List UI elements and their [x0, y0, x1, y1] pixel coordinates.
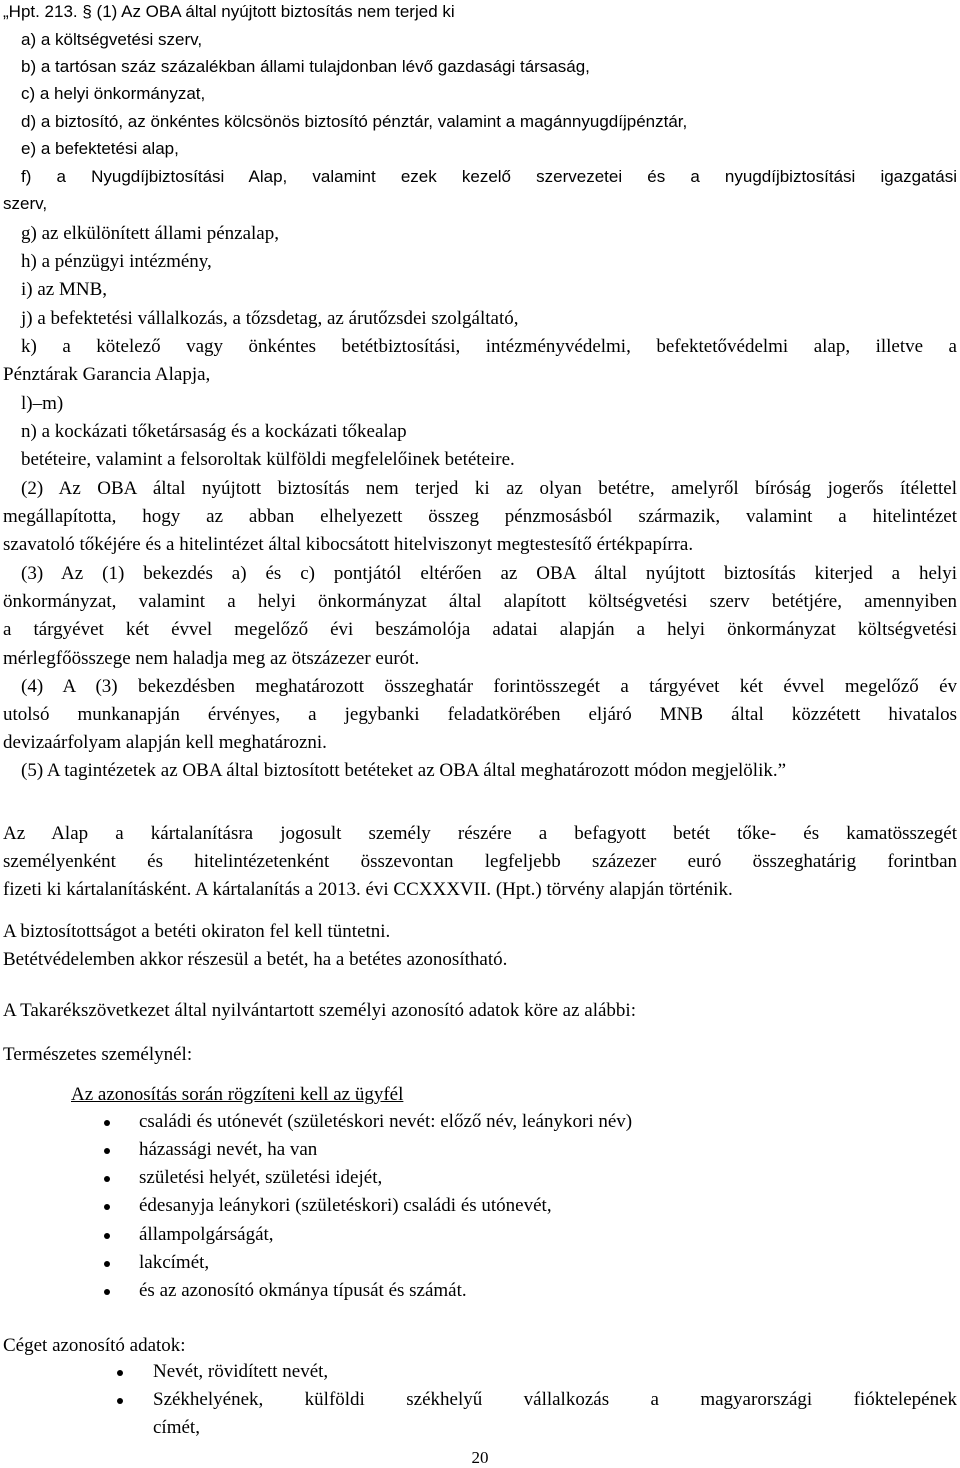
list-item-lm: l)–m): [21, 393, 64, 414]
para4-line1: (4) A (3) bekezdésben meghatározott összeghatár forintösszegét a tárgyévet két évvel megelőző év: [21, 676, 957, 697]
company-bullet-2-line2: címét,: [153, 1417, 200, 1438]
azonosithato-text: Betétvédelemben akkor részesül a betét, ha a betétes azonosítható.: [3, 949, 508, 970]
bullet-dot: [104, 1148, 110, 1154]
personal-bullet-3: születési helyét, születési idejét,: [139, 1167, 383, 1188]
company-bullet-2-line1: Székhelyének, külföldi székhelyű vállalkozás a magyarországi fióktelepének: [153, 1389, 957, 1410]
list-item-b: b) a tartósan száz százalékban állami tulajdonban lévő gazdasági társaság,: [21, 57, 590, 76]
personal-bullet-2: házassági nevét, ha van: [139, 1139, 318, 1160]
list-item-k-line2: Pénztárak Garancia Alapja,: [3, 364, 211, 385]
list-item-f-line2: szerv,: [3, 194, 48, 213]
para4-line3: devizaárfolyam alapján kell meghatározni.: [3, 732, 327, 753]
page-number: 20: [471, 1448, 489, 1467]
list-item-f-line1: f) a Nyugdíjbiztosítási Alap, valamint ezek kezelő szervezetei és a nyugdíjbiztosítási igazgatási: [21, 167, 957, 186]
termeszetes-heading: Természetes személynél:: [3, 1044, 193, 1065]
para4-line2: utolsó munkanapján érvényes, a jegybanki feladatkörében eljáró MNB által közzétett hivatalos: [3, 704, 957, 725]
adatok-kor-text: A Takarékszövetkezet által nyilvántartott személyi azonosító adatok köre az alábbi:: [3, 1000, 636, 1021]
bullet-dot: [104, 1289, 110, 1295]
personal-bullet-7: és az azonosító okmánya típusát és számát.: [139, 1280, 467, 1301]
list-item-i: i) az MNB,: [21, 279, 108, 300]
list-item-n: n) a kockázati tőketársaság és a kockázati tőkealap: [21, 421, 407, 442]
para2-line3: szavatoló tőkéjére és a hitelintézet által kibocsátott hitelviszonyt megtestesítő értékpapírra.: [3, 534, 694, 555]
alap-line1: Az Alap a kártalanításra jogosult személy részére a befagyott betét tőke- és kamatösszegét: [3, 823, 957, 844]
para2-line2: megállapította, hogy az abban elhelyezett összeg pénzmosásból származik, valamint a hitelintézet: [3, 506, 957, 527]
bullet-dot: [104, 1176, 110, 1182]
okirat-text: A biztosítottságot a betéti okiraton fel kell tüntetni.: [3, 921, 391, 942]
list-item-j: j) a befektetési vállalkozás, a tőzsdetag, az árutőzsdei szolgáltató,: [21, 308, 519, 329]
bullet-dot: [104, 1120, 110, 1126]
list-item-k-line1: k) a kötelező vagy önkéntes betétbiztosítási, intézményvédelmi, befektetővédelmi alap, illetve a: [21, 336, 957, 357]
list-item-c: c) a helyi önkormányzat,: [21, 84, 206, 103]
para3-line4: mérlegfőösszege nem haladja meg az ötszázezer eurót.: [3, 648, 420, 669]
para2-line1: (2) Az OBA által nyújtott biztosítás nem terjed ki az olyan betétre, amelyről bíróság jogerős ítélettel: [21, 478, 957, 499]
list-closing: betéteire, valamint a felsoroltak külföldi megfelelőinek betéteire.: [21, 449, 515, 470]
personal-bullet-5: állampolgárságát,: [139, 1224, 274, 1245]
bullet-dot: [104, 1233, 110, 1239]
alap-line3: fizeti ki kártalanításként. A kártalanítás a 2013. évi CCXXXVII. (Hpt.) törvény alapján történik.: [3, 879, 733, 900]
alap-line2: személyenként és hitelintézetenként összevontan legfeljebb százezer euró összeghatárig forintban: [3, 851, 957, 872]
personal-bullet-1: családi és utónevét (születéskori nevét: előző név, leánykori név): [139, 1111, 633, 1132]
list-item-g: g) az elkülönített állami pénzalap,: [21, 223, 279, 244]
ceg-heading: Céget azonosító adatok:: [3, 1335, 186, 1356]
bullet-dot: [104, 1204, 110, 1210]
personal-bullet-6: lakcímét,: [139, 1252, 210, 1273]
bullet-dot: [117, 1398, 123, 1404]
quote-heading: „Hpt. 213. § (1) Az OBA által nyújtott biztosítás nem terjed ki: [3, 2, 455, 21]
personal-bullet-4: édesanyja leánykori (születéskori) családi és utónevét,: [139, 1195, 552, 1216]
list-item-a: a) a költségvetési szerv,: [21, 30, 203, 49]
list-item-d: d) a biztosító, az önkéntes kölcsönös biztosító pénztár, valamint a magánnyugdíjpénztár,: [21, 112, 688, 131]
bullet-dot: [117, 1370, 123, 1376]
list-item-e: e) a befektetési alap,: [21, 139, 179, 158]
para3-line2: önkormányzat, valamint a helyi önkormányzat által alapított költségvetési szerv betétjére, amennyiben: [3, 591, 957, 612]
para3-line1: (3) Az (1) bekezdés a) és c) pontjától eltérően az OBA által nyújtott biztosítás kiterjed a helyi: [21, 563, 957, 584]
para5: (5) A tagintézetek az OBA által biztosított betéteket az OBA által meghatározott módon megjelölik.”: [21, 760, 787, 781]
para3-line3: a tárgyévet két évvel megelőző évi beszámolója adatai alapján a helyi önkormányzat költségvetési: [3, 619, 957, 640]
ugyfel-heading: Az azonosítás során rögzíteni kell az ügyfél: [71, 1084, 404, 1105]
bullet-dot: [104, 1261, 110, 1267]
company-bullet-1: Nevét, rövidített nevét,: [153, 1361, 329, 1382]
list-item-h: h) a pénzügyi intézmény,: [21, 251, 212, 272]
